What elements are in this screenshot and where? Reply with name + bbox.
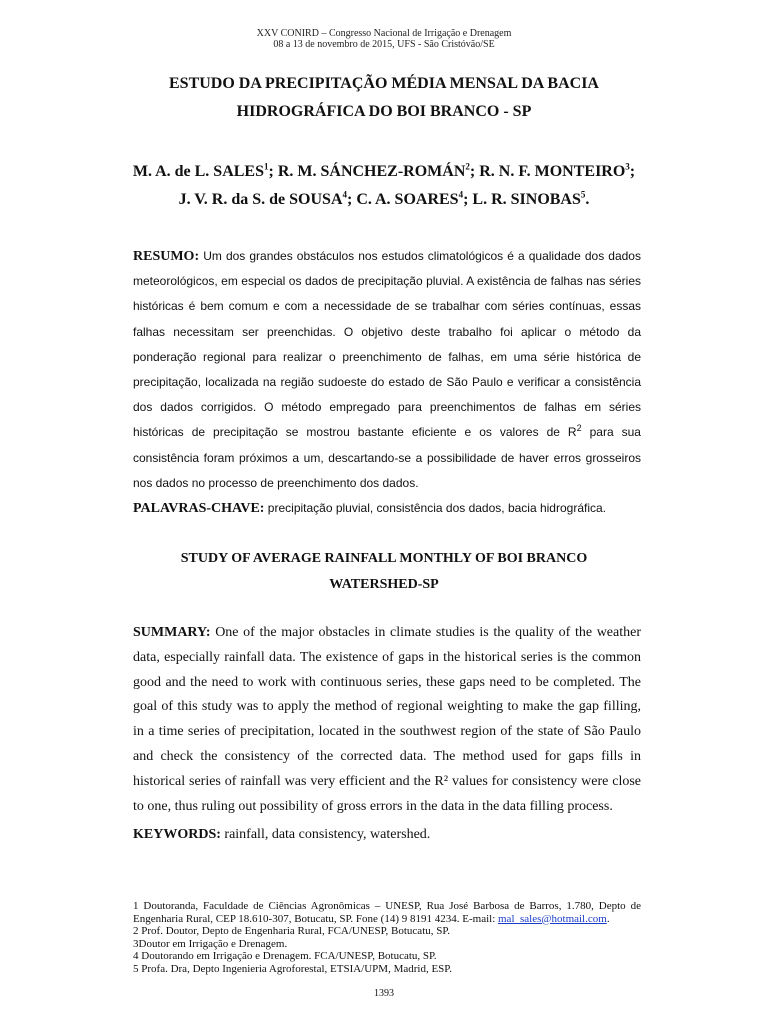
english-title-line-2: WATERSHED-SP [329,577,439,592]
keywords-pt [133,496,641,521]
footnotes [133,900,641,976]
author-name: J. V. R. da S. de SOUSA [178,191,343,208]
keywords-label: PALAVRAS-CHAVE: [133,501,265,516]
summary-label: SUMMARY: [133,625,211,640]
keywords-en-label: KEYWORDS: [133,827,221,842]
author-name: R. N. F. MONTEIRO [479,163,626,180]
author-affiliation-mark: 3 [625,161,630,172]
abstract-text: Um dos grandes obstáculos nos estudos climatológicos é a qualidade dos dados meteorológicos, em especial os dados de precipitação pluvial. A existência de falhas nas séries históricas é bem comum e com a necessidade de se trabalhar com séries contínuas, essas falhas necessitam ser preenchidas. O objetivo deste trabalho foi aplicar o método da ponderação regional para realizar o preenchimento de falhas, em uma série histórica de precipitação, localizada na região sudoeste do estado de São Paulo e verificar a consistência dos dados corrigidos. O método empregado para preenchimentos de falhas em séries históricas de precipitação se mostrou bastante eficiente e os valores de R [133,249,641,440]
author-name: C. A. SOARES [356,191,459,208]
footnote-3: 3Doutor em Irrigação e Drenagem. [133,937,288,950]
footnote-5: 5 Profa. Dra, Depto Ingenieria Agroforestal, ETSIA/UPM, Madrid, ESP. [133,962,452,975]
summary-text: One of the major obstacles in climate studies is the quality of the weather data, especially rainfall data. The existence of gaps in the historical series is the common good and the need to work with continuous series, these gaps need to be completed. The goal of this study was to apply the method of regional weighting to make the gap filling, in a time series of precipitation, located in the southwest region of the state of São Paulo and check the consistency of the corrected data. The method used for gaps fills in historical series of rainfall was very efficient and the R² values for consistency were close to one, thus ruling out possibility of gross errors in the data in the data filling process. [133,625,641,814]
abstract-en [133,621,641,819]
author-affiliation-mark: 4 [342,189,347,200]
abstract-text-end: para sua consistência foram próximos a um, descartando-se a possibilidade de haver erros grosseiros nos dados no processo de preenchimento dos dados. [133,425,641,490]
english-title [150,546,618,598]
abstract-pt [133,244,641,496]
author-name: L. R. SINOBAS [472,191,581,208]
title-line-1: ESTUDO DA PRECIPITAÇÃO MÉDIA MENSAL DA BACIA [169,75,599,92]
author-affiliation-mark: 2 [465,161,470,172]
conference-name: XXV CONIRD – Congresso Nacional de Irrigação e Drenagem [256,28,512,39]
keywords-en [133,822,641,847]
authors-line-2: J. V. R. da S. de SOUSA$^4$; C. A. SOARES$^4$; L. R. SINOBAS$^5$. [178,189,590,208]
author-name: M. A. de L. SALES [132,163,264,180]
email-link[interactable]: mal_sales@hotmail.com [498,912,607,925]
title-line-2: HIDROGRÁFICA DO BOI BRANCO - SP [236,103,532,120]
conference-dates: 08 a 13 de novembro de 2015, UFS - São Cristóvão/SE [273,39,495,50]
author-affiliation-mark: 1 [264,161,269,172]
keywords-text: precipitação pluvial, consistência dos dados, bacia hidrográfica. [264,501,606,515]
footnote-1 [133,900,641,925]
footnote-4: 4 Doutorando em Irrigação e Drenagem. FCA/UNESP, Botucatu, SP. [133,950,437,963]
r-squared-exponent: 2 [576,423,582,434]
author-name: R. M. SÁNCHEZ-ROMÁN [277,163,466,180]
footnote-2: 2 Prof. Doutor, Depto de Engenharia Rural, FCA/UNESP, Botucatu, SP. [133,925,451,938]
page-number: 1393 [374,988,394,999]
paper-title [100,70,668,126]
author-affiliation-mark: 5 [580,189,586,200]
author-affiliation-mark: 4 [458,189,464,200]
authors-line-1: M. A. de L. SALES$^1$; R. M. SÁNCHEZ-ROMÁN$^2$; R. N. F. MONTEIRO$^3$; [132,161,636,180]
english-title-line-1: STUDY OF AVERAGE RAINFALL MONTHLY OF BOI BRANCO [180,551,588,566]
abstract-label: RESUMO: [133,249,200,264]
conference-header [0,28,768,50]
author-list [80,158,688,214]
keywords-en-text: rainfall, data consistency, watershed. [220,827,431,842]
footnote-1-end: . [606,912,610,925]
footnote-1-text: 1 Doutoranda, Faculdade de Ciências Agronômicas – UNESP, Rua José Barbosa de Barros, 1.780, Depto de Engenharia Rural, CEP 18.610-307, Botucatu, SP. Fone (14) 9 8191 4234. E-mail: [133,900,641,925]
